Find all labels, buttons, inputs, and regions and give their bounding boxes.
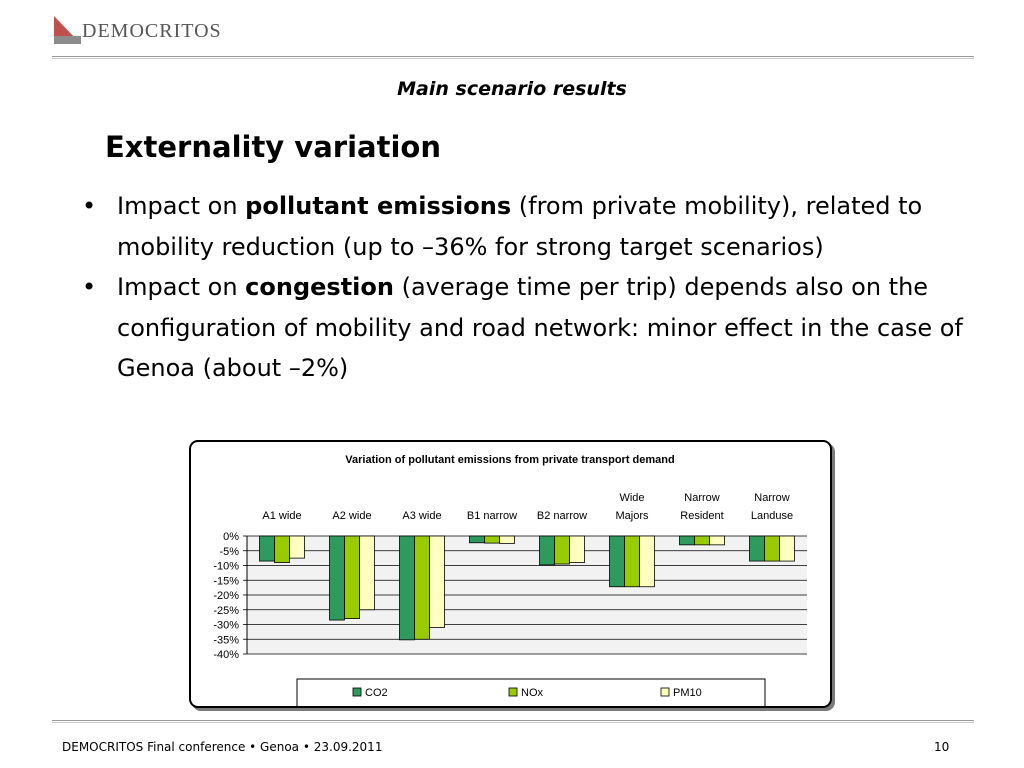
bullet-text-bold: congestion — [245, 273, 394, 301]
category-label: A2 wide — [332, 510, 372, 522]
y-tick-label: -15% — [213, 575, 239, 588]
bar-nox — [625, 536, 640, 587]
logo-mark-icon — [52, 14, 82, 46]
category-label: Narrow — [684, 492, 720, 504]
y-tick-label: -25% — [213, 604, 239, 617]
legend-label-co2: CO2 — [365, 687, 388, 699]
slide-subtitle: Main scenario results — [397, 78, 627, 100]
bar-nox — [555, 536, 570, 564]
footer-text: DEMOCRITOS Final conference • Genoa • 23.09.2011 — [62, 740, 383, 754]
bar-nox — [415, 536, 430, 639]
bar-pm10 — [360, 536, 375, 610]
bar-co2 — [330, 536, 345, 620]
bar-co2 — [680, 536, 695, 545]
y-tick-label: -35% — [213, 634, 239, 647]
page-number: 10 — [934, 740, 950, 754]
bullet-text-pre: Impact on — [117, 192, 246, 220]
bar-pm10 — [290, 536, 305, 558]
header-divider — [52, 56, 974, 59]
category-label: B1 narrow — [466, 510, 518, 522]
y-tick-label: 0% — [223, 531, 239, 543]
chart-title: Variation of pollutant emissions from private transport demand — [345, 454, 675, 466]
category-label: A1 wide — [262, 510, 302, 522]
y-tick-label: -30% — [213, 619, 239, 632]
bar-nox — [765, 536, 780, 561]
bullet-text-pre: Impact on — [117, 273, 246, 301]
footer-divider — [52, 720, 974, 723]
bullet-list — [82, 186, 987, 389]
category-label: B2 narrow — [536, 510, 588, 522]
bar-co2 — [610, 536, 625, 587]
bullet-text-post: (average time per trip) depends also on the configuration of mobility and road network: minor effect in the case of Genoa (about –2%) — [117, 273, 963, 382]
bullet-dot-icon: • — [82, 273, 97, 301]
category-label: Resident — [680, 510, 724, 522]
bar-co2 — [260, 536, 275, 561]
legend-label-pm10: PM10 — [673, 687, 702, 699]
legend-swatch-pm10 — [661, 688, 669, 696]
category-label: Narrow — [754, 492, 790, 504]
category-label: Majors — [615, 510, 649, 522]
bullet-dot-icon: • — [82, 192, 97, 220]
bar-co2 — [750, 536, 765, 561]
y-tick-label: -10% — [213, 560, 239, 573]
bullet-item — [82, 267, 987, 389]
bullet-text-post: (from private mobility), related to mobility reduction (up to –36% for strong target scenarios) — [117, 192, 923, 261]
bullet-item — [82, 186, 987, 267]
legend-swatch-nox — [509, 688, 517, 696]
bar-nox — [345, 536, 360, 619]
chart-frame — [189, 440, 832, 708]
bar-pm10 — [430, 536, 445, 627]
bar-nox — [485, 536, 500, 543]
category-label: A3 wide — [402, 510, 442, 522]
bar-pm10 — [570, 536, 585, 563]
legend-label-nox: NOx — [521, 687, 543, 699]
bar-nox — [275, 536, 290, 563]
bar-pm10 — [710, 536, 725, 545]
bar-pm10 — [500, 536, 515, 543]
bar-pm10 — [640, 536, 655, 587]
y-tick-label: -40% — [213, 649, 239, 661]
legend-swatch-co2 — [353, 688, 361, 696]
bullet-text-bold: pollutant emissions — [245, 192, 512, 220]
bar-nox — [695, 536, 710, 545]
slide-heading: Externality variation — [105, 130, 441, 164]
brand-name: DEMOCRITOS — [82, 20, 222, 42]
bar-co2 — [470, 536, 485, 543]
category-label: Landuse — [750, 510, 794, 522]
y-tick-label: -5% — [219, 545, 239, 558]
bar-pm10 — [780, 536, 795, 561]
category-label: Wide — [619, 492, 645, 504]
y-tick-label: -20% — [213, 590, 239, 602]
bar-co2 — [540, 536, 555, 565]
bar-co2 — [400, 536, 415, 640]
logo — [52, 14, 272, 46]
emissions-bar-chart — [191, 442, 830, 706]
